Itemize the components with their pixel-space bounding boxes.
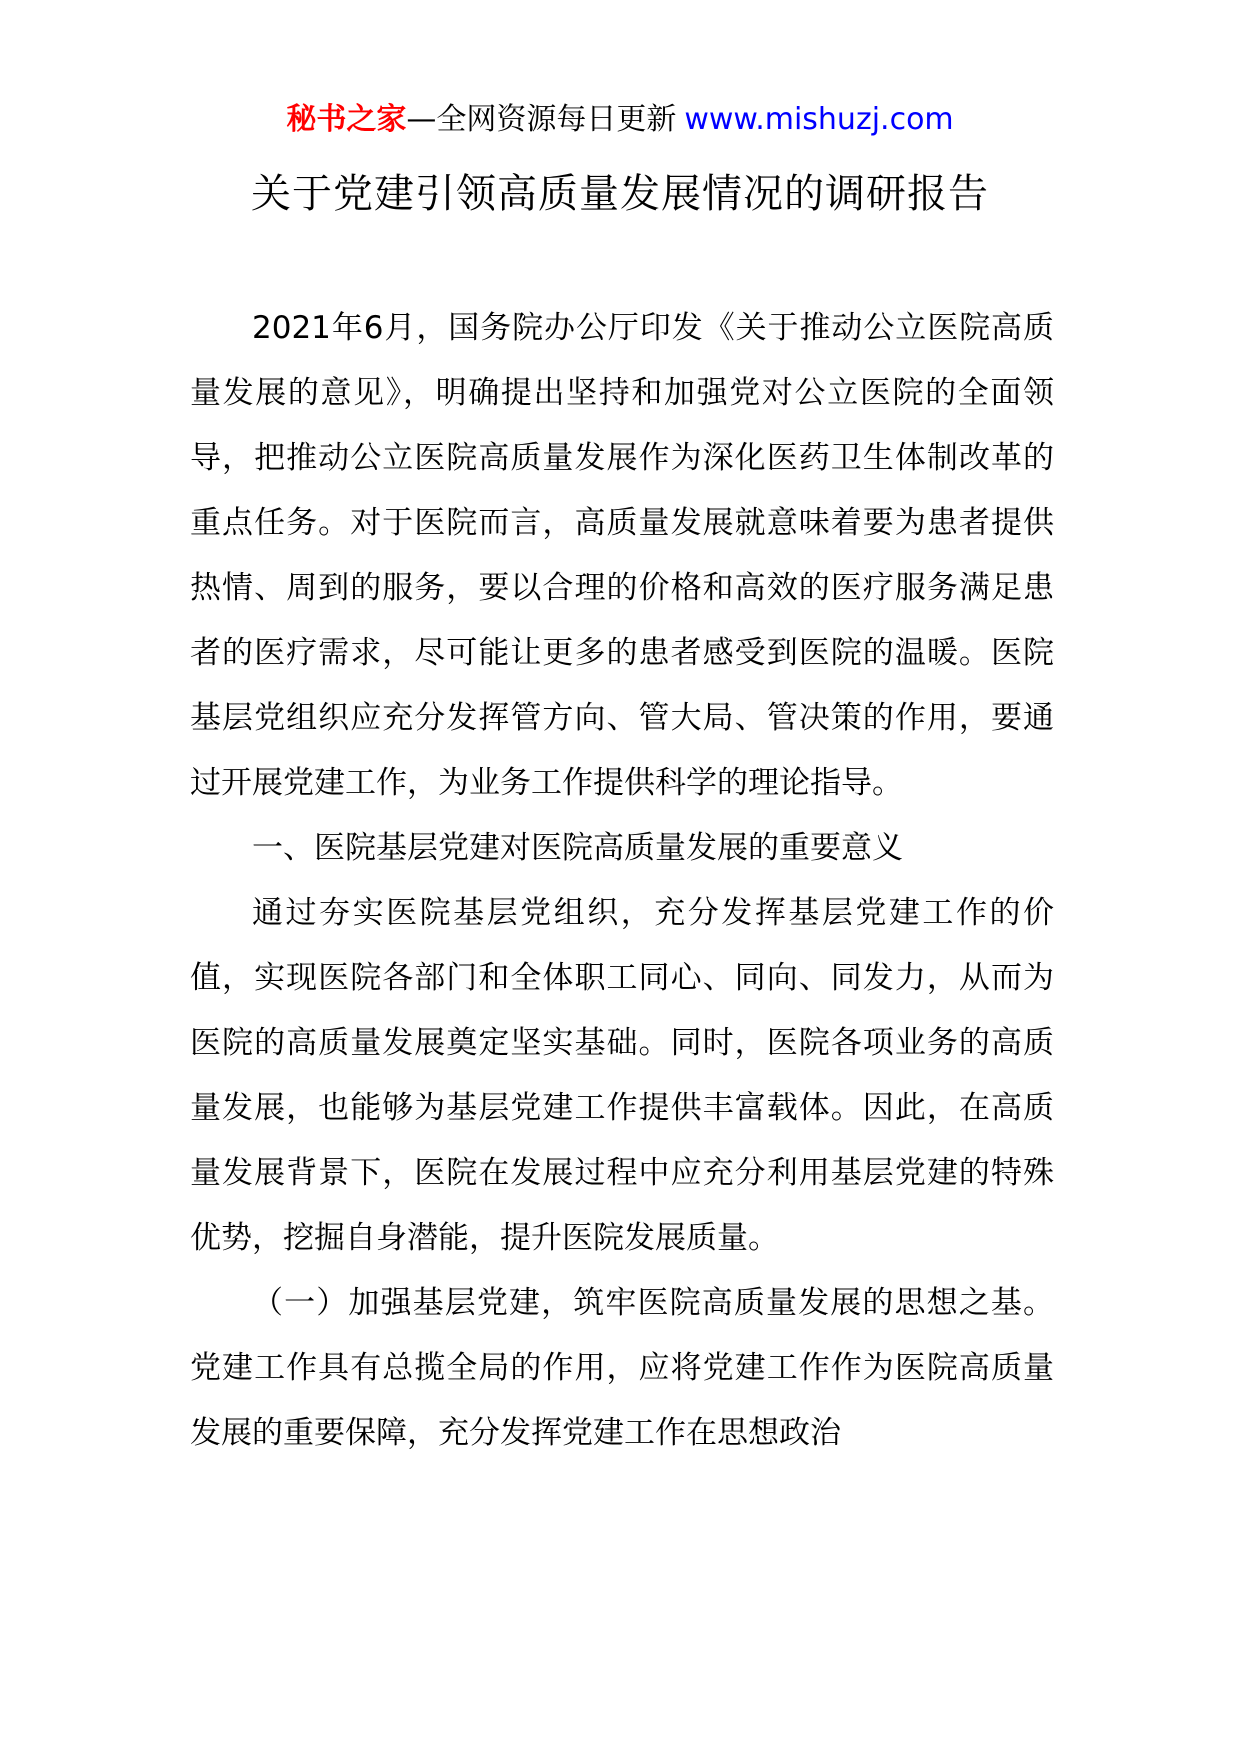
body-paragraph: （一）加强基层党建，筑牢医院高质量发展的思想之基。党建工作具有总揽全局的作用，应将党建工作作为医院高质量发展的重要保障，充分发挥党建工作在思想政治 (190, 1285, 1054, 1451)
site-url-link[interactable]: www.mishuzj.com (684, 102, 954, 137)
section-heading: 一、医院基层党建对医院高质量发展的重要意义 (252, 830, 903, 866)
body-paragraph: 通过夯实医院基层党组织，充分发挥基层党建工作的价值，实现医院各部门和全体职工同心、同向、同发力，从而为医院的高质量发展奠定坚实基础。同时，医院各项业务的高质量发展，也能够为基层党建工作提供丰富载体。因此，在高质量发展背景下，医院在发展过程中应充分利用基层党建的特殊优势，挖掘自身潜能，提升医院发展质量。 (190, 895, 1054, 1256)
document-title: 关于党建引领高质量发展情况的调研报告 (251, 171, 989, 217)
site-header (0, 100, 1240, 140)
document-body (190, 296, 1054, 1466)
header-tagline: —全网资源每日更新 (406, 102, 677, 137)
brand-name: 秘书之家 (286, 102, 407, 137)
body-paragraph: 2021年6月，国务院办公厅印发《关于推动公立医院高质量发展的意见》，明确提出坚持和加强党对公立医院的全面领导，把推动公立医院高质量发展作为深化医药卫生体制改革的重点任务。对于医院而言，高质量发展就意味着要为患者提供热情、周到的服务，要以合理的价格和高效的医疗服务满足患者的医疗需求，尽可能让更多的患者感受到医院的温暖。医院基层党组织应充分发挥管方向、管大局、管决策的作用，要通过开展党建工作，为业务工作提供科学的理论指导。 (190, 310, 1054, 801)
